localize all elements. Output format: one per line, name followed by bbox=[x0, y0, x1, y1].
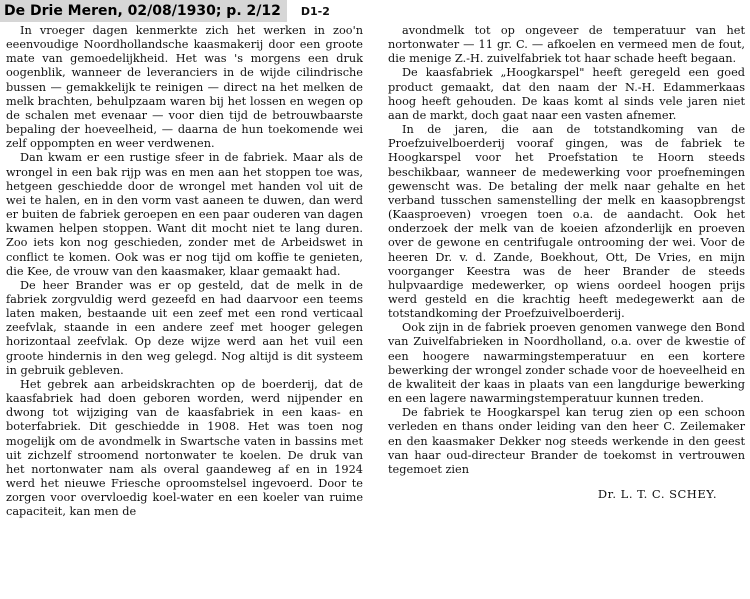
paragraph: De heer Brander was er op gesteld, dat de melk in de fabriek zorgvuldig werd gezeefd en had daarvoor een teems laten maken, bestaande uit een zeef met een rond verticaal zeefvlak, staande in een andere zeef met hooger gelegen horizontaal zeefvlak. Op deze wijze werd aan het vuil een groote hindernis in den weg gelegd. Nog altijd is dit systeem in gebruik gebleven. bbox=[6, 278, 363, 377]
source-label: De Drie Meren, 02/08/1930; p. 2/12 bbox=[0, 0, 287, 22]
paragraph: De fabriek te Hoogkarspel kan terug zien op een schoon verleden en thans onder leiding van den heer C. Zeilemaker en den kaasmaker Dekker nog steeds werkende in den geest van haar oud-directeur Brander de toekomst in vertrouwen tegemoet zien bbox=[388, 406, 745, 476]
paragraph: De kaasfabriek „Hoogkarspel" heeft geregeld een goed product gemaakt, dat den naam der N.-H. Edammerkaas hoog heeft gehouden. De kaas komt al sinds vele jaren niet aan de markt, doch gaat naar een vasten afnemer. bbox=[388, 66, 745, 122]
paragraph: Ook zijn in de fabriek proeven genomen vanwege den Bond van Zuivelfabrieken in Noordholland, o.a. over de kwestie of een hoogere nawarmingstemperatuur en een kortere bewerking der wrongel zonder schade voor de hoeveelheid en de kwaliteit der kaas in plaats van een langdurige bewerking en een lagere nawarmingstemperatuur kunnen treden. bbox=[388, 321, 745, 406]
paragraph: Dan kwam er een rustige sfeer in de fabriek. Maar als de wrongel in een bak rijp was en men aan het stoppen toe was, hetgeen geschiedde door de wrongel met handen vol uit de wei te halen, en in den vorm vast aaneen te duwen, dan werd er buiten de fabriek geroepen en een paar ouderen van dagen kwamen helpen stoppen. Want dit mocht niet te lang duren. Zoo iets kon nog geschieden, zonder met de Arbeidswet in conflict te komen. Ook was er nog tijd om koffie te genieten, die Kee, de vrouw van den kaasmaker, klaar gemaakt had. bbox=[6, 151, 363, 278]
left-column bbox=[6, 24, 363, 519]
paragraph: avondmelk tot op ongeveer de temperatuur van het nortonwater — 11 gr. C. — afkoelen en vermeed men de fout, die menige Z.-H. zuivelfabriek tot haar schade heeft begaan. bbox=[388, 24, 745, 66]
page-code: D1-2 bbox=[300, 4, 330, 18]
paragraph: In de jaren, die aan de totstandkoming van de Proefzuivelboerderij vooraf gingen, was de fabriek te Hoogkarspel voor het Proefstation te Hoorn steeds beschikbaar, wanneer de medewerking voor proefnemingen gewenscht was. De betaling der melk naar gehalte en het verband tusschen samenstelling der melk en kaasopbrengst (Kaasproeven) vroegen toen o.a. de aandacht. Ook het onderzoek der melk van de koeien afzonderlijk en proeven over de gewone en centrifugale ontrooming der wei. Voor de heeren Dr. v. d. Zande, Boekhout, Ott, De Vries, en mijn voorganger Keestra was de heer Brander de steeds hulpvaardige medewerker, op wiens oordeel hoogen prijs werd gesteld en die krachtig heeft medegewerkt aan de totstandkoming der Proefzuivelboerderij. bbox=[388, 123, 745, 321]
author-signature: Dr. L. T. C. SCHEY. bbox=[597, 487, 717, 501]
page-header bbox=[0, 0, 330, 22]
paragraph: Het gebrek aan arbeidskrachten op de boerderij, dat de kaasfabriek had doen geboren worden, werd nijpender en dwong tot wijziging van de kaasfabriek in een kaas- en boterfabriek. Dit geschiedde in 1908. Het was toen nog mogelijk om de avondmelk in Swartsche vaten in bassins met uit zichzelf stroomend nortonwater te koelen. De druk van het nortonwater nam als overal gaandeweg af en in 1924 werd het nieuwe Friesche oproomstelsel ingevoerd. Door te zorgen voor overvloedig koel-water en een koeler van ruime capaciteit, kan men de bbox=[6, 377, 363, 519]
paragraph: In vroeger dagen kenmerkte zich het werken in zoo'n eeenvoudige Noordhollandsche kaasmakerij door een groote mate van gemoedelijkheid. Het was 's morgens een druk oogenblik, wanneer de leveranciers in de wijde cilindrische bussen — gemakkelijk te reinigen — direct na het melken de melk brachten, behulpzaam waren bij het lossen en wegen op de schalen met evenaar — voor dien tijd de betrouwbaarste bepaling der hoeveelheid, — daarna de hun toekomende wei zelf oppompten en weer verdwenen. bbox=[6, 24, 363, 151]
right-column bbox=[388, 24, 745, 501]
